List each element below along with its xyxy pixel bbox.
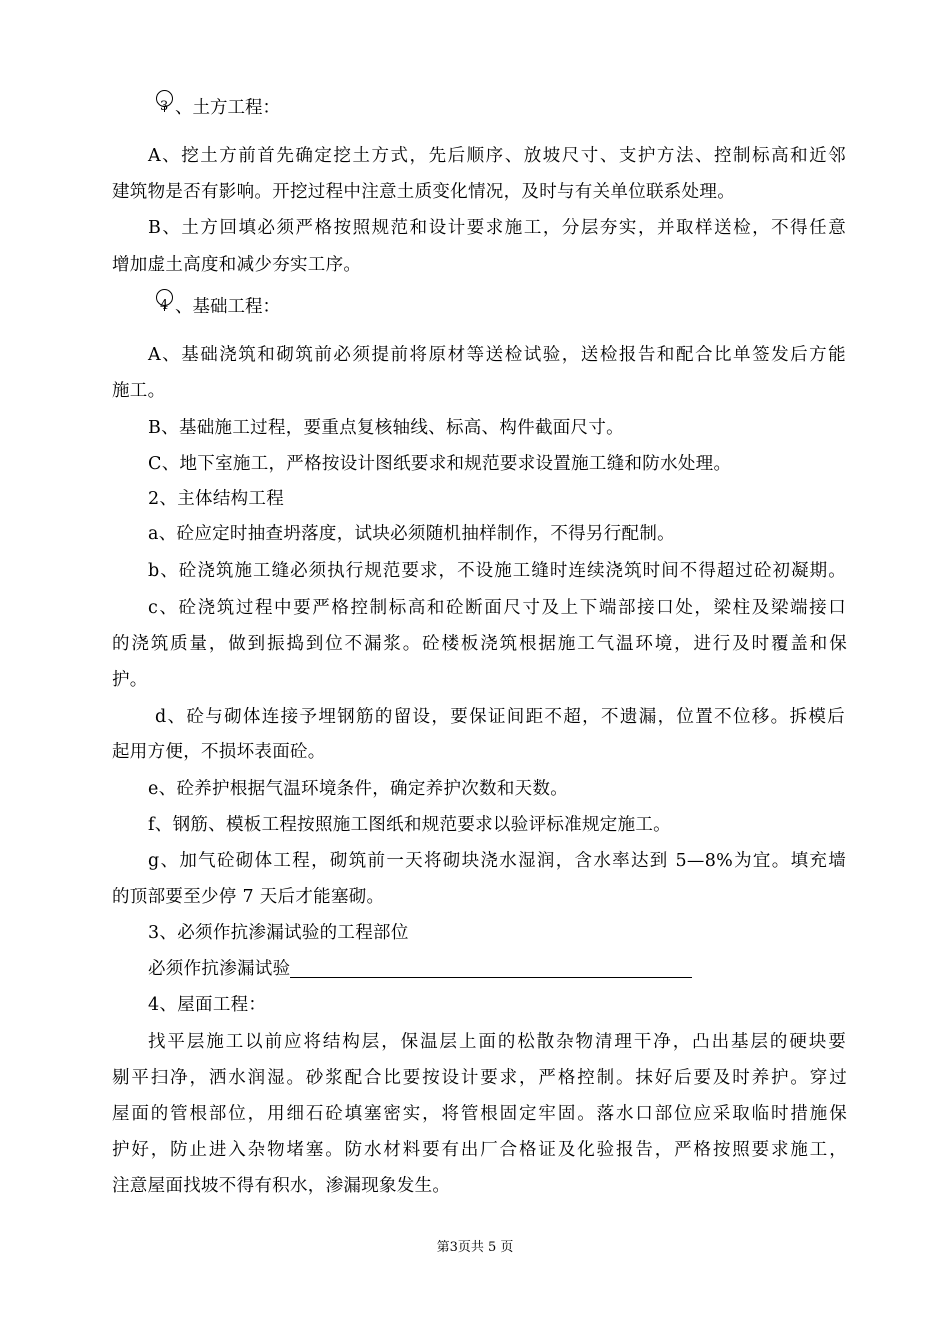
seepage-label: 必须作抗渗漏试验 bbox=[148, 959, 291, 979]
main-structure-g-line-2: 的顶部要至少停 7 天后才能塞砌。 bbox=[112, 887, 385, 907]
main-structure-c-line-2: 的浇筑质量，做到振捣到位不漏浆。砼楼板浇筑根据施工气温环境，进行及时覆盖和保 bbox=[112, 634, 847, 654]
main-structure-heading: 2、主体结构工程 bbox=[148, 489, 285, 509]
main-structure-d-line-2: 起用方便，不损坏表面砼。 bbox=[112, 742, 326, 762]
circled-number-3: 3 bbox=[153, 96, 175, 120]
section-4-title: 、基础工程： bbox=[175, 297, 280, 317]
section-3-b-line-2: 增加虚土高度和减少夯实工序。 bbox=[112, 255, 362, 275]
roof-line-4: 护好，防止进入杂物堵塞。防水材料要有出厂合格证及化验报告，严格按照要求施工， bbox=[112, 1140, 847, 1160]
seepage-heading: 3、必须作抗渗漏试验的工程部位 bbox=[148, 923, 409, 943]
roof-heading: 4、屋面工程： bbox=[148, 995, 267, 1015]
section-3-heading bbox=[153, 96, 280, 120]
main-structure-f-line: f、钢筋、模板工程按照施工图纸和规范要求以验评标准规定施工。 bbox=[148, 815, 671, 835]
main-structure-c-line-3: 护。 bbox=[112, 670, 148, 690]
main-structure-e-line: e、砼养护根据气温环境条件，确定养护次数和天数。 bbox=[148, 779, 569, 799]
circled-number-4: 4 bbox=[153, 295, 175, 319]
section-4-a-line-1: A、基础浇筑和砌筑前必须提前将原材等送检试验，送检报告和配合比单签发后方能 bbox=[148, 345, 846, 365]
main-structure-c-line-1: c、砼浇筑过程中要严格控制标高和砼断面尺寸及上下端部接口处，梁柱及梁端接口 bbox=[148, 598, 846, 618]
main-structure-g-line-1: g、加气砼砌体工程，砌筑前一天将砌块浇水湿润，含水率达到 5—8%为宜。填充墙 bbox=[148, 851, 846, 871]
roof-line-1: 找平层施工以前应将结构层，保温层上面的松散杂物清理干净，凸出基层的硬块要 bbox=[148, 1032, 846, 1052]
roof-line-2: 剔平扫净，洒水润湿。砂浆配合比要按设计要求，严格控制。抹好后要及时养护。穿过 bbox=[112, 1068, 847, 1088]
section-3-a-line-2: 建筑物是否有影响。开挖过程中注意土质变化情况，及时与有关单位联系处理。 bbox=[112, 182, 735, 202]
section-3-a-line-1: A、挖土方前首先确定挖土方式，先后顺序、放坡尺寸、支护方法、控制标高和近邻 bbox=[148, 146, 846, 166]
section-4-heading bbox=[153, 295, 280, 319]
roof-line-3: 屋面的管根部位，用细石砼填塞密实，将管根固定牢固。落水口部位应采取临时措施保 bbox=[112, 1104, 847, 1124]
section-3-b-line-1: B、土方回填必须严格按照规范和设计要求施工，分层夯实，并取样送检，不得任意 bbox=[148, 218, 846, 238]
main-structure-a-line: a、砼应定时抽查坍落度，试块必须随机抽样制作，不得另行配制。 bbox=[148, 524, 675, 544]
page-footer: 第3页共 5 页 bbox=[436, 1240, 514, 1255]
section-4-c-line: C、地下室施工，严格按设计图纸要求和规范要求设置施工缝和防水处理。 bbox=[148, 454, 732, 474]
main-structure-d-line-1: d、砼与砌体连接予埋钢筋的留设，要保证间距不超，不遗漏，位置不位移。拆模后 bbox=[155, 707, 845, 727]
section-4-a-line-2: 施工。 bbox=[112, 381, 166, 401]
section-4-b-line: B、基础施工过程，要重点复核轴线、标高、构件截面尺寸。 bbox=[148, 418, 624, 438]
section-3-title: 、土方工程： bbox=[175, 98, 280, 118]
main-structure-b-line: b、砼浇筑施工缝必须执行规范要求，不设施工缝时连续浇筑时间不得超过砼初凝期。 bbox=[148, 561, 846, 581]
roof-line-5: 注意屋面找坡不得有积水，渗漏现象发生。 bbox=[112, 1176, 451, 1196]
seepage-row bbox=[148, 957, 692, 981]
seepage-blank-field[interactable] bbox=[290, 957, 692, 978]
